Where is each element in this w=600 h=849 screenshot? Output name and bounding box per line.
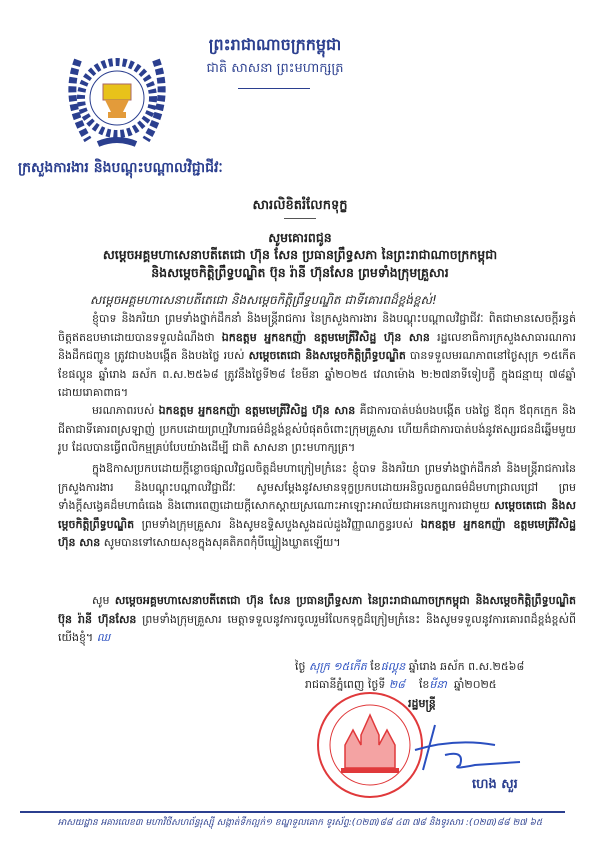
lunar-day: សុក្រ ១៥កើត: [308, 660, 367, 673]
national-motto: ជាតិ សាសនា ព្រះមហាក្សត្រ: [206, 61, 344, 76]
p3-bold-name: ឯកឧត្តម អ្នកឧកញ៉ា ឧត្តមមេត្រីវិសិដ្ឋ ហ៊ុន សាន: [58, 517, 576, 549]
lunar-month: ផល្គុន: [380, 660, 406, 673]
p1-text: បានទទួលមរណភាពនៅថ្ងៃសុក្រ ១៥កើត ខែផល្គុន ឆ្នាំរោង ឆស័ក ព.ស.២៥៦៨ ត្រូវនឹងថ្ងៃទី២៨ ខែមីនា ឆ្នាំ២០២៥ វេលាម៉ោង ២:២៧នាទីទៀបភ្លឺ ក្នុងជន្មាយុ ៧៨ឆ្នាំ ដោយរោគាពាធ។: [58, 349, 576, 399]
salutation: សម្តេចអគ្គមហាសេនាបតីតេជោ និងសម្តេចកិត្តិព្រឹទ្ធបណ្ឌិត ជាទីគោរពដ៏ខ្ពង់ខ្ពស់!: [90, 293, 437, 307]
p4-bold-name: សម្តេចអគ្គមហាសេនាបតីតេជោ ហ៊ុន សែន ប្រធានព្រឹទ្ធសភា នៃព្រះរាជាណាចក្រកម្ពុជា និងសម្តេចកិត្តិព្រឹទ្ធបណ្ឌិត ប៊ុន រ៉ានី ហ៊ុនសែន: [58, 594, 576, 626]
p3-text: ព្រមទាំងក្រុមគ្រួសារ និងសូមឧទ្ទិសបួងសួងដល់ដួងវិញ្ញាណក្ខន្ធរបស់: [134, 517, 421, 531]
addressee-line-1: សម្តេចអគ្គមហាសេនាបតីតេជោ ហ៊ុន សែន ប្រធានព្រឹទ្ធសភា នៃព្រះរាជាណាចក្រកម្ពុជា: [102, 247, 498, 262]
p2-text: គឺជាការបាត់បង់បងបង្កើត បងថ្លៃ ឪពុក ឪពុកក្មេក និងជីតាជាទីគោរពស្រឡាញ់ ប្រកបដោយព្រហ្មវិហារធម៌ដ៏ខ្ពង់ខ្ពស់បំផុតចំពោះក្រុមគ្រួសារ ហើយក៏ជាការបាត់បង់នូវឥស្សរជនដ៏ឆ្នើមមួយរូប ដែលបានធ្វើពលិកម្មគ្រប់បែបយ៉ាងដើម្បី ជាតិ សាសនា ព្រះមហាក្សត្រ។: [58, 404, 576, 454]
signer-position: រដ្ឋមន្ត្រី: [408, 697, 436, 710]
signer-name: ហេង សួរ: [472, 777, 518, 792]
lunar-year: ឆ្នាំរោង ឆស័ក ព.ស.២៥៦៨: [408, 660, 525, 673]
ministry-name: ក្រសួងការងារ និងបណ្តុះបណ្តាលវិជ្ជាជីវៈ: [18, 160, 223, 176]
p3-bold-name: សម្តេចតេជោ និងសម្តេចកិត្តិព្រឹទ្ធបណ្ឌិត: [58, 499, 576, 531]
p1-bold-name: ឯកឧត្តម អ្នកឧកញ៉ា ឧត្តមមេត្រីវិសិដ្ឋ ហ៊ុន សាន: [221, 330, 430, 344]
to-label: សូមគោរពជូន: [268, 230, 332, 245]
footer-divider: [20, 811, 565, 813]
addressee-line-2: និងសម្តេចកិត្តិព្រឹទ្ធបណ្ឌិត ប៊ុន រ៉ានី ហ៊ុនសែន ព្រមទាំងក្រុមគ្រួសារ: [151, 265, 449, 280]
date-month: មីនា: [429, 678, 447, 691]
p4-text: ព្រមទាំងក្រុមគ្រួសារ មេត្តាទទួលនូវការចូលរួមរំលែកទុក្ខដ៏ក្រៀមក្រំនេះ និងសូមទទួលនូវការគោរពដ៏ខ្ពង់ខ្ពស់ពីយើងខ្ញុំ។: [58, 612, 576, 644]
paragraph-4: [58, 592, 576, 650]
p2-text: មរណភាពរបស់: [92, 404, 159, 417]
place-prefix: រាជធានីភ្នំពេញ ថ្ងៃទី: [305, 678, 386, 691]
p4-text: សូម: [92, 594, 115, 607]
handwritten-initials: ឈ: [96, 631, 111, 644]
paragraph-1: [58, 310, 576, 402]
lunar-date-line: [295, 660, 524, 676]
paragraph-3: [58, 460, 576, 572]
paragraph-2: [58, 402, 576, 458]
signature: [405, 720, 525, 780]
ministry-logo: [58, 40, 176, 158]
letter-title: សារលិខិតរំលែកទុក្ខ: [252, 198, 348, 213]
title-divider: [284, 218, 316, 219]
lunar-prefix: ថ្ងៃ: [295, 660, 306, 673]
p1-text: ខ្ញុំបាទ និងភរិយា ព្រមទាំងថ្នាក់ដឹកនាំ និងមន្ត្រីរាជការ នៃក្រសួងការងារ និងបណ្តុះបណ្តាលវិជ្ជាជីវៈ ពិតជាមានសេចក្តីរន្ធត់ចិត្តឥតឧបមាដោយបានទទួលដំណឹងថា: [58, 312, 576, 344]
p1-text: រដ្ឋលេខាធិការក្រសួងសាធារណការ និងដឹកជញ្ជូន ត្រូវជាបងបង្កើត និងបងថ្លៃ របស់: [58, 330, 576, 362]
p1-bold-name: សម្តេចតេជោ និងសម្តេចកិត្តិព្រឹទ្ធបណ្ឌិត: [248, 349, 406, 362]
p3-text: ក្នុងឱកាសប្រកបដោយក្តីខ្លោចផ្សាលវិជ្ជលចិត្តដ៏មហាក្រៀមក្រំនេះ ខ្ញុំបាទ និងភរិយា ព្រមទាំងថ្នាក់ដឹកនាំ និងមន្ត្រីរាជការនៃក្រសួងការងារ និងបណ្តុះបណ្តាលវិជ្ជាជីវៈ សូមសម្តែងនូវសមានទុក្ខប្រកបដោយអនិច្ចលក្ខណធម៌ដ៏មហាជ្រាលជ្រៅ ព្រមទាំងក្តីសង្វេគដ៏មហាធំធេង និងពោរពេញដោយក្តីសោកស្តាយស្រណោះអាឡោះអាល័យជាអនេកប្បការជាមួយ: [58, 462, 576, 512]
month-prefix: ខែ: [418, 678, 430, 691]
p2-bold-name: ឯកឧត្តម អ្នកឧកញ៉ា ឧត្តមមេត្រីវិសិដ្ឋ ហ៊ុន សាន: [158, 404, 356, 417]
lunar-month-prefix: ខែ: [370, 660, 381, 673]
date-day: ២៨: [388, 678, 405, 691]
kingdom-heading: ព្រះរាជាណាចក្រកម្ពុជា: [208, 35, 342, 54]
ornament-divider: [238, 88, 310, 89]
footer-address: អាសយដ្ឋាន អគារលេខ៣ មហាវិថីសហព័ន្ធរុស្ស៊ី សង្កាត់ទឹកល្អក់១ ខណ្ឌទួលគោក ទូរស័ព្ទ:(០២៣)៨៨ ៤៣ ៧៨ និងទូរសារ :(០២៣)៨៨ ២៧ ៦៥: [57, 818, 543, 828]
date-year: ឆ្នាំ២០២៥: [453, 678, 497, 691]
p3-text: សូមបានទៅសោយសុខក្នុងសុគតិភពកុំបីឃ្លៀងឃ្លាតឡើយ។: [100, 536, 341, 549]
